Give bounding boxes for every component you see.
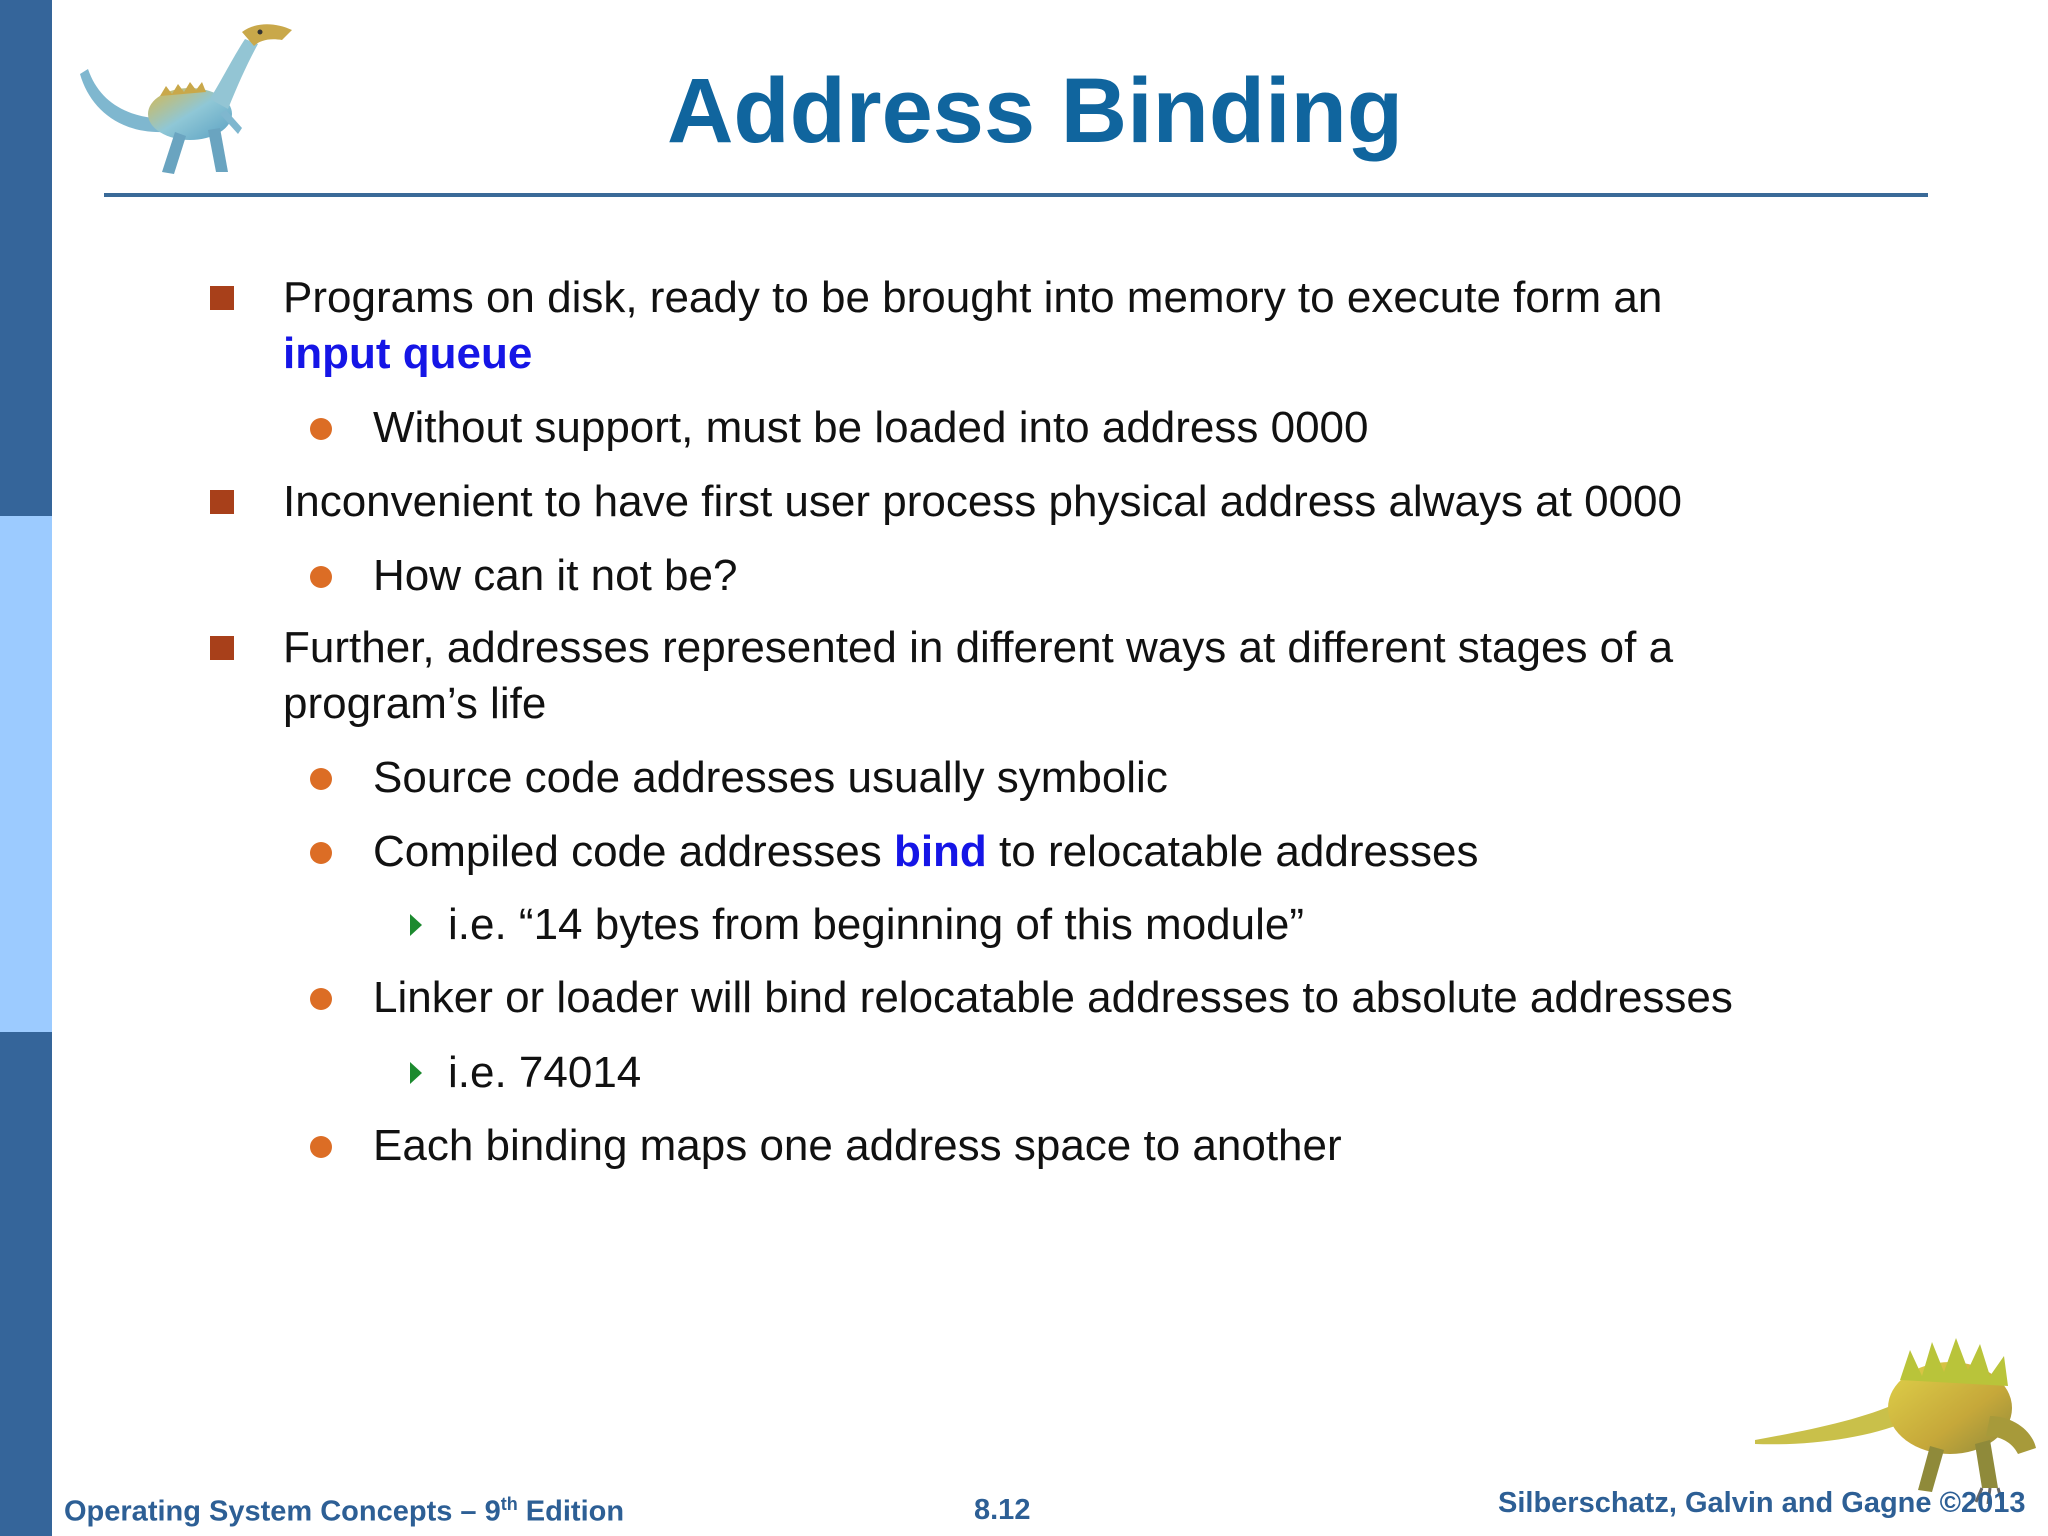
bullet-each-binding: Each binding maps one address space to another [373, 1121, 1342, 1170]
bullet-linker-loader: Linker or loader will bind relocatable addresses to absolute addresses [373, 973, 1733, 1022]
bullet-source-code: Source code addresses usually symbolic [373, 753, 1168, 802]
bullet-how-can-it-not-be: How can it not be? [373, 551, 738, 600]
bullet-text: Programs on disk, ready to be brought into memory to execute form an [283, 273, 1663, 322]
footer-book-suffix: Edition [517, 1495, 625, 1528]
footer-book-title [64, 1494, 624, 1529]
square-bullet-icon [210, 490, 234, 514]
bullet-programs-on-disk [283, 270, 1662, 326]
bullet-text-after: to relocatable addresses [986, 827, 1479, 876]
dot-bullet-icon [310, 842, 332, 864]
highlight-input-queue: input queue [283, 329, 533, 378]
bullet-without-support: Without support, must be loaded into address 0000 [373, 403, 1369, 452]
footer-book-sup: th [500, 1494, 518, 1514]
highlight-bind: bind [893, 827, 987, 876]
dot-bullet-icon [310, 566, 332, 588]
bullet-14-bytes: i.e. “14 bytes from beginning of this module” [448, 900, 1305, 949]
bullet-text-before: Compiled code addresses [373, 827, 894, 876]
arrow-bullet-icon [410, 1062, 422, 1084]
dot-bullet-icon [310, 768, 332, 790]
arrow-bullet-icon [410, 914, 422, 936]
footer-copyright: Silberschatz, Galvin and Gagne ©2013 [1498, 1487, 2026, 1519]
bullet-74014: i.e. 74014 [448, 1048, 642, 1097]
bullet-compiled-code [373, 824, 1478, 880]
dot-bullet-icon [310, 1136, 332, 1158]
footer-page-number: 8.12 [974, 1494, 1031, 1526]
bullet-programs-on-disk-continuation [283, 326, 532, 382]
square-bullet-icon [210, 286, 234, 310]
bullet-further-line1: Further, addresses represented in different ways at different stages of a [283, 623, 1674, 672]
bullet-further-line2: program’s life [283, 679, 547, 728]
dinosaur-corner-icon [1750, 1320, 2040, 1510]
dot-bullet-icon [310, 418, 332, 440]
slide-title: Address Binding [666, 60, 1404, 162]
dot-bullet-icon [310, 988, 332, 1010]
bullet-inconvenient: Inconvenient to have first user process physical address always at 0000 [283, 477, 1682, 526]
square-bullet-icon [210, 636, 234, 660]
footer-book-text: Operating System Concepts – 9 [64, 1495, 501, 1528]
